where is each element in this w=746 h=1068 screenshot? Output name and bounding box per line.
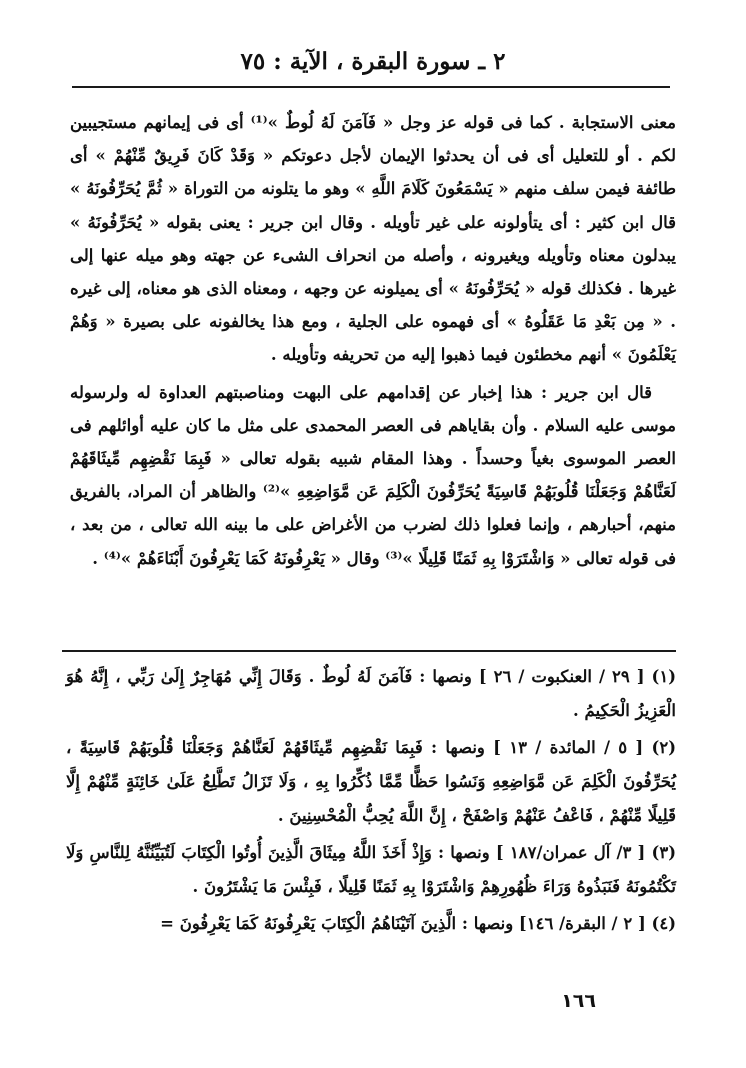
footnote-4: (٤) [ ٢ / البقرة/ ١٤٦] ونصها : الَّذِينَ آتَيْنَاهُمُ الْكِتَابَ يَعْرِفُونَهُ كَمَا يَعْرِفُونَ =: [160, 914, 676, 933]
footnote-3: (٣) [ ٣/ آل عمران/١٨٧ ] ونصها : وَإِذْ أَخَذَ اللَّهُ مِيثَاقَ الَّذِينَ أُوتُوا الْكِتَابَ لَتُبَيِّنُنَّهُ لِلنَّاسِ وَلَا تَكْتُمُونَهُ فَنَبَذُوهُ وَرَاءَ ظُهُورِهِمْ وَاشْتَرَوْا بِهِ ثَمَنًا قَلِيلًا ، فَبِئْسَ مَا يَشْتَرُونَ .: [66, 843, 677, 896]
page-number: ١٦٦: [561, 990, 596, 1012]
footnote-2: (٢) [ ٥ / المائدة / ١٣ ] ونصها : فَبِمَا نَقْضِهِم مِّيثَاقَهُمْ لَعَنَّاهُمْ وَجَعَلْنَا قُلُوبَهُمْ قَاسِيَةً ، يُحَرِّفُونَ الْكَلِمَ عَن مَّوَاضِعِهِ وَنَسُوا حَظًّا مِّمَّا ذُكِّرُوا بِهِ ، وَلَا تَزَالُ تَطَّلِعُ عَلَىٰ خَائِنَةٍ مِّنْهُمْ إِلَّا قَلِيلًا مِّنْهُمْ ، فَاعْفُ عَنْهُمْ وَاصْفَحْ ، إِنَّ اللَّهَ يُحِبُّ الْمُحْسِنِينَ .: [66, 738, 676, 825]
footnote-rule: [62, 650, 676, 652]
paragraph-1: معنى الاستجابة . كما فى قوله عز وجل « فَآمَنَ لَهُ لُوطٌ »⁽¹⁾ أى فى إيمانهم مستجيبين لكم . أو للتعليل أى فى أن يحدثوا الإيمان لأجل دعوتكم « وَقَدْ كَانَ فَرِيقٌ مِّنْهُمْ » أى طائفة فيمن سلف منهم « يَسْمَعُونَ كَلَامَ اللَّهِ » وهو ما يتلونه من التوراة « ثُمَّ يُحَرِّفُونَهُ » قال ابن كثير : أى يتأولونه على غير تأويله . وقال ابن جرير : يعنى بقوله « يُحَرِّفُونَهُ » يبدلون معناه وتأويله ويغيرونه ، وأصله من انحراف الشىء عن جهته وهو ميله عنها إلى غيرها . فكذلك قوله « يُحَرِّفُونَهُ » أى يميلونه عن وجهه ، ومعناه الذى هو معناه، إلى غيره . « مِن بَعْدِ مَا عَقَلُوهُ » أى فهموه على الجلية ، ومع هذا يخالفونه على بصيرة « وَهُمْ يَعْلَمُونَ » أنهم مخطئون فيما ذهبوا إليه من تحريفه وتأويله .: [70, 113, 676, 365]
running-header: ٢ ـ سورة البقرة ، الآية : ٧٥: [240, 48, 506, 75]
main-text: [70, 106, 676, 575]
footnote-1: (١) [ ٢٩ / العنكبوت / ٢٦ ] ونصها : فَآمَنَ لَهُ لُوطٌ . وَقَالَ إِنِّي مُهَاجِرٌ إِلَىٰ رَبِّي ، إِنَّهُ هُوَ الْعَزِيزُ الْحَكِيمُ .: [66, 667, 676, 720]
footnotes: [66, 660, 676, 944]
header-rule: [72, 86, 670, 88]
paragraph-2: قال ابن جرير : هذا إخبار عن إقدامهم على البهت ومناصبتهم العداوة له ولرسوله موسى عليه السلام . وأن بقاياهم فى العصر المحمدى على مثل ما كان عليه أوائلهم فى العصر الموسوى بغياً وحسداً . وهذا المقام شبيه بقوله تعالى « فَبِمَا نَقْضِهِم مِّيثَاقَهُمْ لَعَنَّاهُمْ وَجَعَلْنَا قُلُوبَهُمْ قَاسِيَةً يُحَرِّفُونَ الْكَلِمَ عَن مَّوَاضِعِهِ »⁽²⁾ والظاهر أن المراد، بالفريق منهم، أحبارهم ، وإنما فعلوا ذلك لضرب من الأغراض على ما بينه الله تعالى ، من بعد ، فى قوله تعالى « وَاشْتَرَوْا بِهِ ثَمَنًا قَلِيلًا »⁽³⁾ وقال « يَعْرِفُونَهُ كَمَا يَعْرِفُونَ أَبْنَاءَهُمْ »⁽⁴⁾ .: [70, 382, 676, 568]
